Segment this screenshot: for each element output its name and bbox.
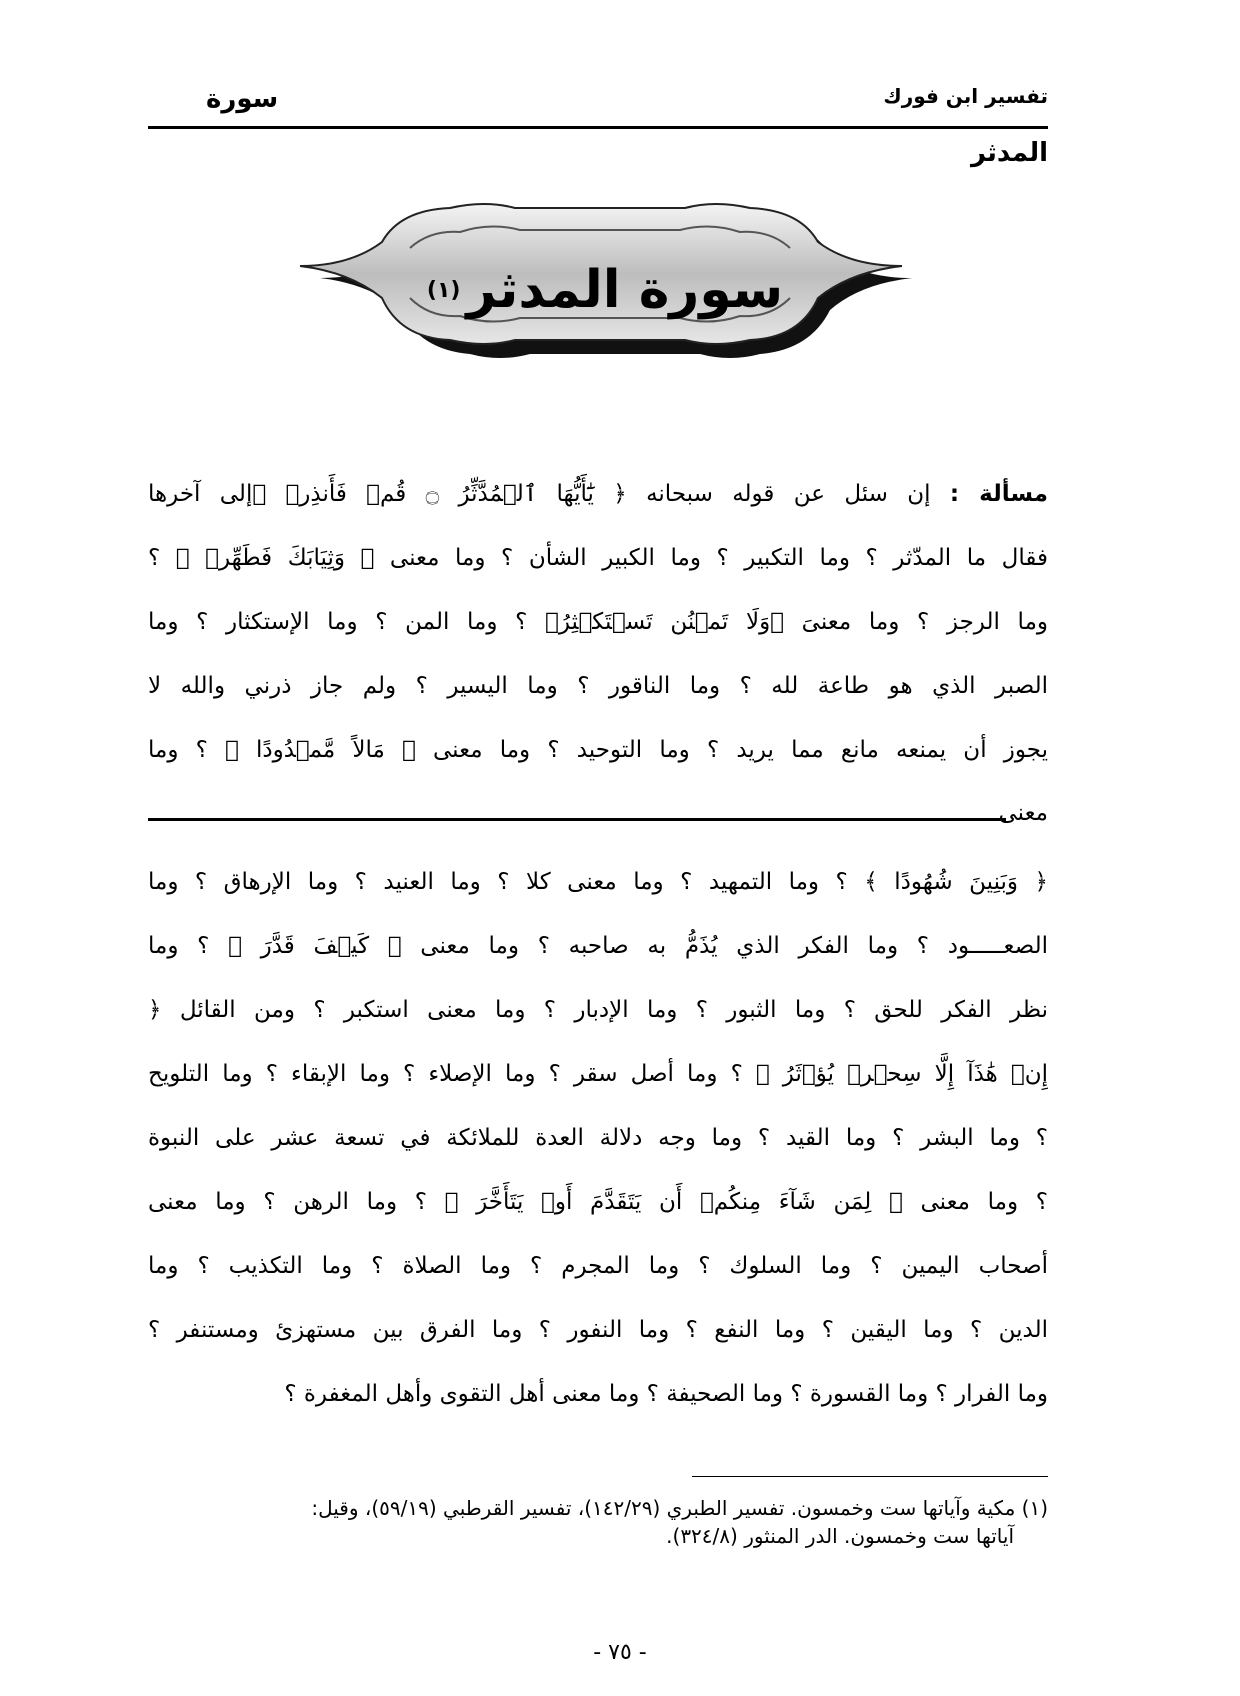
header-surah-name: المدثر xyxy=(970,138,1048,168)
text-line-13: الدين ؟ وما اليقين ؟ وما النفع ؟ وما النفور ؟ وما الفرق بين مستهزئ ومستنفر ؟ xyxy=(148,1317,1048,1343)
text-line-9: إِنۡ هَٰذَآ إِلَّا سِحۡرٞ يُؤۡثَرُ ﴾ ؟ وما أصل سقر ؟ وما الإصلاء ؟ وما الإبقاء ؟ وما التلويح xyxy=(148,1061,1048,1087)
line-text: إن سئل عن قوله سبحانه ﴿ يَٰٓأَيُّهَا ٱلۡمُدَّثِّرُ ۝ قُمۡ فَأَنذِرۡ ﴾إلى آخرها xyxy=(148,481,950,507)
body-text-part2 xyxy=(148,850,1048,1426)
line-text: يجوز أن يمنعه مانع مما يريد ؟ وما التوحيد ؟ وما معنى ﴿ مَالاً مَّمۡدُودًا ﴾ ؟ وما xyxy=(148,737,1048,763)
text-line-8: نظر الفكر للحق ؟ وما الثبور ؟ وما الإدبار ؟ وما معنى استكبر ؟ ومن القائل ﴿ xyxy=(148,997,1048,1023)
kashida-line xyxy=(148,818,1006,821)
footnote-line-2: آياتها ست وخمسون. الدر المنثور (٣٢٤/٨). xyxy=(666,1524,1014,1548)
header-rule xyxy=(148,126,1048,129)
text-line-12: أصحاب اليمين ؟ وما السلوك ؟ وما المجرم ؟ وما الصلاة ؟ وما التكذيب ؟ وما xyxy=(148,1253,1048,1279)
stretched-word-row xyxy=(148,800,1048,840)
text-line-5 xyxy=(148,718,1048,782)
text-line-6: ﴿ وَبَنِينَ شُهُودًا ﴾ ؟ وما التمهيد ؟ وما معنى كلا ؟ وما العنيد ؟ وما الإرهاق ؟ وما xyxy=(148,869,1048,895)
text-line-1 xyxy=(148,462,1048,526)
text-line-2 xyxy=(148,526,1048,590)
text-line-4 xyxy=(148,654,1048,718)
footnote xyxy=(148,1494,1048,1550)
text-line-11: ؟ وما معنى ﴿ لِمَن شَآءَ مِنكُمۡ أَن يَتَقَدَّمَ أَوۡ يَتَأَخَّرَ ﴾ ؟ وما الرهن ؟ وما معنى xyxy=(148,1189,1048,1215)
text-line-14: وما الفرار ؟ وما القسورة ؟ وما الصحيفة ؟ وما معنى أهل التقوى وأهل المغفرة ؟ xyxy=(284,1381,1048,1407)
footnote-marker: (١) xyxy=(426,277,461,303)
book-title: تفسير ابن فورك xyxy=(883,84,1048,108)
page-number: - ٧٥ - xyxy=(593,1640,647,1665)
text-line-3 xyxy=(148,590,1048,654)
text-line-7: الصعـــــود ؟ وما الفكر الذي يُذَمُّ به صاحبه ؟ وما معنى ﴿ كَيۡفَ قَدَّرَ ﴾ ؟ وما xyxy=(148,933,1048,959)
question-lead: مسألة : xyxy=(949,481,1048,507)
footnote-line-1: (١) مكية وآياتها ست وخمسون. تفسير الطبري (١٤٢/٢٩)، تفسير القرطبي (٥٩/١٩)، وقيل: xyxy=(311,1496,1048,1520)
line-text: فقال ما المدّثر ؟ وما التكبير ؟ وما الكبير الشأن ؟ وما معنى ﴿ وَثِيَابَكَ فَطَهِّرۡ ﴾ ؟ xyxy=(148,545,1048,571)
surah-title-banner xyxy=(290,200,920,380)
header-surah-label: سورة xyxy=(206,84,279,114)
surah-title xyxy=(290,200,920,380)
surah-title-text: سورة المدثر xyxy=(466,260,784,320)
text-line-10: ؟ وما البشر ؟ وما القيد ؟ وما وجه دلالة العدة للملائكة في تسعة عشر على النبوة xyxy=(148,1125,1048,1151)
running-header xyxy=(148,84,1048,130)
body-text-part1 xyxy=(148,462,1048,782)
stretched-word: معنى xyxy=(998,800,1048,826)
line-text: وما الرجز ؟ وما معنىَ ﴿وَلَا تَمۡنُن تَسۡتَكۡثِرُ﴾ ؟ وما المن ؟ وما الإستكثار ؟ وما xyxy=(148,609,1048,635)
footnote-rule xyxy=(692,1476,1048,1477)
line-text: الصبر الذي هو طاعة لله ؟ وما الناقور ؟ وما اليسير ؟ ولم جاز ذرني والله لا xyxy=(148,673,1048,699)
